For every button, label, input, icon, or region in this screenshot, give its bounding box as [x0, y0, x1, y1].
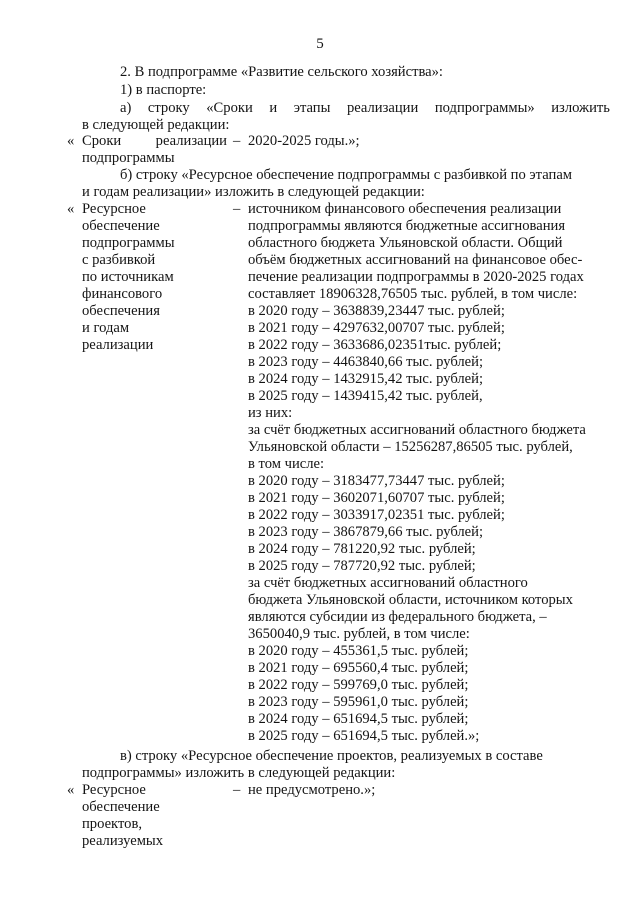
sroki-value: 2020-2025 годы.»; [248, 133, 360, 149]
resources-line: Ульяновской области – 15256287,86505 тыс. рублей, [248, 439, 573, 455]
item-a-line2: в следующей редакции: [82, 117, 230, 133]
resources-line: в 2021 году – 3602071,60707 тыс. рублей; [248, 490, 505, 506]
open-quote: « [67, 201, 75, 217]
resources-label-9: реализации [82, 337, 154, 353]
resources-line: в 2023 году – 595961,0 тыс. рублей; [248, 694, 469, 710]
resources-label-5: по источникам [82, 269, 174, 285]
resources-label-3: подпрограммы [82, 235, 175, 251]
word: «Сроки [206, 100, 253, 116]
projects-dash: – [233, 782, 241, 798]
projects-label-3: проектов, [82, 816, 142, 832]
resources-line: в 2021 году – 4297632,00707 тыс. рублей; [248, 320, 505, 336]
item-b-line2: и годам реализации» изложить в следующей редакции: [82, 184, 425, 200]
word: строку [147, 100, 190, 116]
item-a-line1 [120, 100, 610, 116]
sroki-label-line2: подпрограммы [82, 150, 175, 166]
item-b-line1: б) строку «Ресурсное обеспечение подпрограммы с разбивкой по этапам [120, 167, 573, 183]
resources-line: в 2024 году – 781220,92 тыс. рублей; [248, 541, 476, 557]
resources-line: источником финансового обеспечения реализации [248, 201, 562, 217]
projects-label-1: Ресурсное [82, 782, 146, 798]
resources-line: в 2024 году – 651694,5 тыс. рублей; [248, 711, 469, 727]
resources-line: печение реализации подпрограммы в 2020-2025 годах [248, 269, 584, 285]
resources-dash: – [233, 201, 241, 217]
word: подпрограммы» [434, 100, 535, 116]
resources-label-2: обеспечение [82, 218, 160, 234]
word: этапы [293, 100, 331, 116]
item-2-1-heading: 1) в паспорте: [120, 82, 207, 98]
projects-label-4: реализуемых [82, 833, 164, 849]
resources-line: областного бюджета Ульяновской области. Общий [248, 235, 563, 251]
resources-line: в 2024 году – 1432915,42 тыс. рублей; [248, 371, 484, 387]
resources-label-4: с разбивкой [82, 252, 156, 268]
resources-line: бюджета Ульяновской области, источником которых [248, 592, 573, 608]
resources-label-7: обеспечения [82, 303, 160, 319]
item-2-heading: 2. В подпрограмме «Развитие сельского хозяйства»: [120, 64, 443, 80]
word: и [269, 100, 278, 116]
item-c-line2: подпрограммы» изложить в следующей редакции: [82, 765, 396, 781]
word: а) [120, 100, 132, 116]
resources-line: в 2020 году – 455361,5 тыс. рублей; [248, 643, 469, 659]
resources-label-1: Ресурсное [82, 201, 146, 217]
word: реализации [155, 133, 227, 149]
open-quote: « [67, 133, 75, 149]
resources-line: в 2023 году – 4463840,66 тыс. рублей; [248, 354, 484, 370]
sroki-dash: – [233, 133, 241, 149]
resources-label-8: и годам [82, 320, 130, 336]
resources-line: в 2023 году – 3867879,66 тыс. рублей; [248, 524, 484, 540]
open-quote: « [67, 782, 75, 798]
resources-line: в 2020 году – 3638839,23447 тыс. рублей; [248, 303, 505, 319]
word: изложить [551, 100, 610, 116]
resources-line: за счёт бюджетных ассигнований областного [248, 575, 528, 591]
resources-line: за счёт бюджетных ассигнований областного бюджета [248, 422, 586, 438]
resources-line: в 2025 году – 787720,92 тыс. рублей; [248, 558, 476, 574]
resources-line: в 2021 году – 695560,4 тыс. рублей; [248, 660, 469, 676]
resources-line: составляет 18906328,76505 тыс. рублей, в том числе: [248, 286, 578, 302]
resources-line: в 2025 году – 651694,5 тыс. рублей.»; [248, 728, 480, 744]
resources-line: объём бюджетных ассигнований на финансовое обес- [248, 252, 583, 268]
resources-line: в 2022 году – 3633686,02351тыс. рублей; [248, 337, 502, 353]
resources-line: в 2025 году – 1439415,42 тыс. рублей, [248, 388, 483, 404]
resources-line: в 2022 году – 599769,0 тыс. рублей; [248, 677, 469, 693]
word: реализации [346, 100, 419, 116]
page-number: 5 [316, 36, 324, 52]
resources-line: в том числе: [248, 456, 325, 472]
word: Сроки [82, 133, 122, 149]
projects-label-2: обеспечение [82, 799, 160, 815]
resources-line: 3650040,9 тыс. рублей, в том числе: [248, 626, 470, 642]
projects-value: не предусмотрено.»; [248, 782, 376, 798]
resources-label-6: финансового [82, 286, 163, 302]
sroki-label-line1 [82, 133, 227, 149]
resources-line: подпрограммы являются бюджетные ассигнования [248, 218, 566, 234]
resources-line: в 2020 году – 3183477,73447 тыс. рублей; [248, 473, 505, 489]
resources-line: являются субсидии из федерального бюджета, – [248, 609, 547, 625]
resources-line: из них: [248, 405, 293, 421]
item-c-line1: в) строку «Ресурсное обеспечение проектов, реализуемых в составе [120, 748, 543, 764]
resources-line: в 2022 году – 3033917,02351 тыс. рублей; [248, 507, 505, 523]
